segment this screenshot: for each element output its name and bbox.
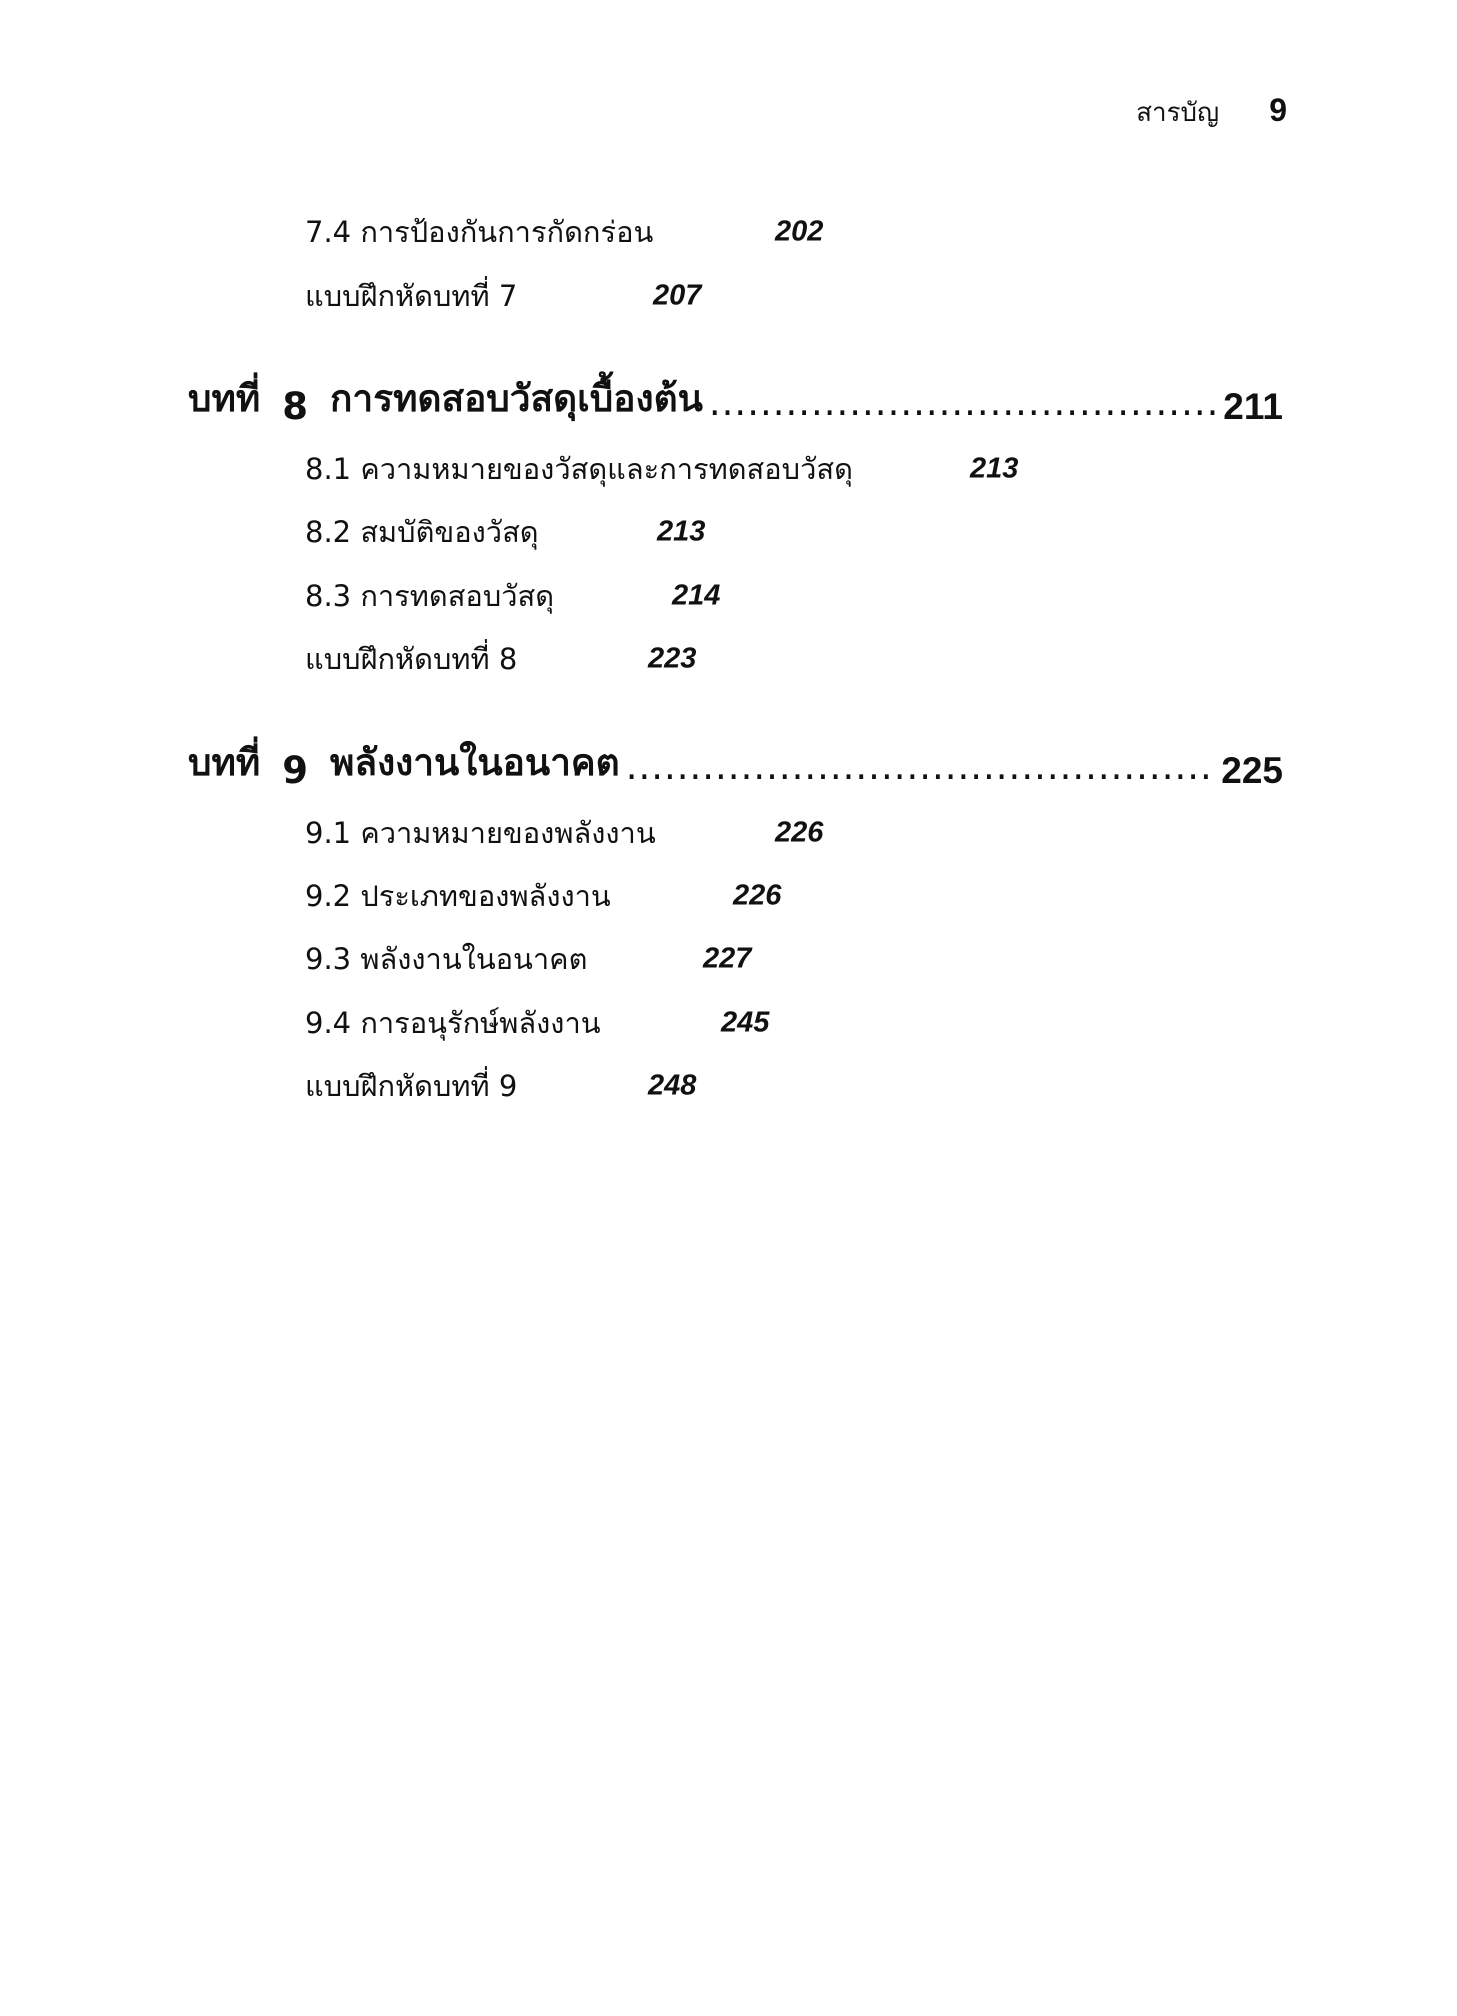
chapter-title: การทดสอบวัสดุเบื้องต้น (330, 377, 703, 420)
toc-entry[interactable] (305, 212, 824, 252)
toc-entry-page: 202 (775, 215, 824, 248)
chapter-label: บทที่ (188, 741, 261, 784)
toc-entry-label: 7.4 การป้องกันการกัดกร่อน (305, 215, 654, 249)
chapter-page: 225 (1221, 750, 1283, 791)
toc-entry-page: 226 (733, 879, 782, 912)
page-number: 9 (1269, 92, 1287, 128)
toc-entry-label: 9.4 การอนุรักษ์พลังงาน (305, 1006, 601, 1040)
toc-entry-label: แบบฝึกหัดบทที่ 8 (305, 642, 518, 676)
toc-entry-page: 226 (775, 816, 824, 849)
toc-entry-page: 213 (970, 452, 1019, 485)
toc-entry[interactable] (305, 639, 697, 679)
running-header (1136, 92, 1287, 133)
chapter-heading-8[interactable] (188, 378, 1283, 428)
toc-entry[interactable] (305, 512, 706, 552)
toc-entry-page: 213 (657, 515, 706, 548)
toc-entry-page: 223 (648, 642, 697, 675)
toc-entry[interactable] (305, 1066, 697, 1106)
toc-entry[interactable] (305, 449, 1019, 489)
toc-entry[interactable] (305, 876, 782, 916)
toc-entry[interactable] (305, 276, 702, 316)
toc-entry-label: 8.3 การทดสอบวัสดุ (305, 579, 555, 613)
dot-leader (709, 381, 1217, 424)
toc-entry[interactable] (305, 1003, 770, 1043)
chapter-title: พลังงานในอนาคต (330, 741, 620, 784)
toc-entry[interactable] (305, 813, 824, 853)
toc-entry-page: 214 (672, 579, 721, 612)
toc-entry-label: 9.2 ประเภทของพลังงาน (305, 879, 611, 913)
toc-entry-label: 8.2 สมบัติของวัสดุ (305, 515, 539, 549)
running-title: สารบัญ (1136, 98, 1220, 128)
chapter-page: 211 (1223, 386, 1283, 427)
toc-entry[interactable] (305, 939, 752, 979)
dot-leader (626, 745, 1216, 788)
toc-entry-page: 248 (648, 1069, 697, 1102)
toc-entry-page: 227 (703, 942, 752, 975)
toc-entry-label: 9.3 พลังงานในอนาคต (305, 942, 588, 976)
chapter-number: 9 (282, 749, 309, 792)
toc-entry-page: 207 (653, 279, 702, 312)
chapter-label: บทที่ (188, 377, 261, 420)
chapter-number: 8 (282, 385, 309, 428)
toc-entry-label: แบบฝึกหัดบทที่ 9 (305, 1069, 518, 1103)
toc-entry-label: 8.1 ความหมายของวัสดุและการทดสอบวัสดุ (305, 452, 853, 486)
toc-entry-page: 245 (721, 1006, 770, 1039)
chapter-heading-9[interactable] (188, 742, 1283, 792)
toc-entry[interactable] (305, 576, 721, 616)
toc-entry-label: แบบฝึกหัดบทที่ 7 (305, 279, 518, 313)
toc-entry-label: 9.1 ความหมายของพลังงาน (305, 816, 656, 850)
